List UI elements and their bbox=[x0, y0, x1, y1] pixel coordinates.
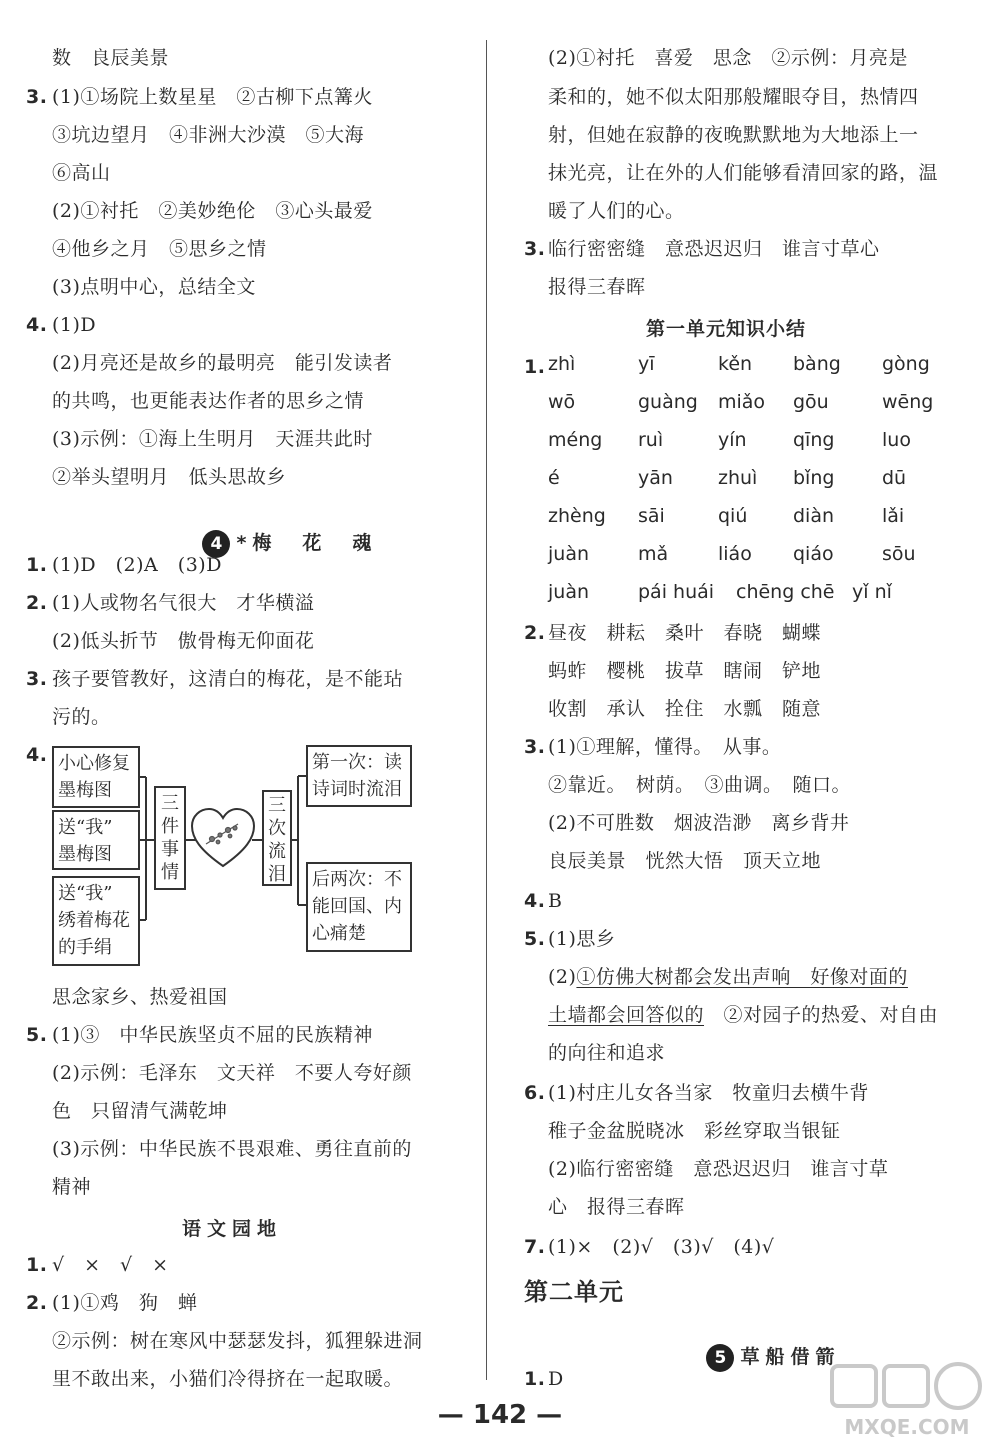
answer-line: 蚂蚱 樱桃 拔草 瞎闹 铲地 bbox=[548, 660, 822, 682]
pinyin-cell: diàn bbox=[793, 505, 835, 527]
answer-line: (1)× (2)√ (3)√ (4)√ bbox=[548, 1236, 775, 1258]
answer-line: ③坑边望月 ④非洲大沙漠 ⑤大海 bbox=[52, 124, 365, 146]
answer-line: 精神 bbox=[52, 1176, 92, 1198]
answer-line: (2)低头折节 傲骨梅无仰面花 bbox=[52, 630, 315, 652]
answer-line: 污的。 bbox=[52, 706, 111, 728]
tear-box-1: 第一次：读 诗词时流泪 bbox=[306, 745, 412, 807]
question-number: 1. bbox=[524, 356, 546, 378]
pinyin-cell: juàn bbox=[548, 543, 590, 565]
question-number: 2. bbox=[26, 592, 48, 614]
pinyin-cell: mǎ bbox=[638, 543, 669, 565]
answer-line: (1)村庄儿女各当家 牧童归去横牛背 bbox=[548, 1082, 869, 1104]
pinyin-cell: sōu bbox=[882, 543, 916, 565]
answer-line: ⑥高山 bbox=[52, 162, 111, 184]
question-number: 1. bbox=[524, 1368, 546, 1390]
question-number: 5. bbox=[524, 928, 546, 950]
question-number: 3. bbox=[524, 238, 546, 260]
pinyin-cell: yān bbox=[638, 467, 673, 489]
question-number: 1. bbox=[26, 554, 48, 576]
pinyin-cell: yī bbox=[638, 353, 655, 375]
answer-line: ②示例：树在寒风中瑟瑟发抖，狐狸躲进洞 bbox=[52, 1330, 423, 1352]
answer-line: 孩子要管教好，这清白的梅花，是不能玷 bbox=[52, 668, 404, 690]
answer-line: (1)人或物名气很大 才华横溢 bbox=[52, 592, 315, 614]
underlined-answer: 土墙都会回答似的 bbox=[548, 1004, 705, 1026]
answer-line: (2)①衬托 ②美妙绝伦 ③心头最爱 bbox=[52, 200, 373, 222]
watermark-logo-icon bbox=[822, 1360, 992, 1440]
pinyin-cell: luo bbox=[882, 429, 911, 451]
answer-line: ②靠近。 树荫。 ③曲调。 随口。 bbox=[548, 774, 852, 796]
question-number: 6. bbox=[524, 1082, 546, 1104]
answer-line: (1)思乡 bbox=[548, 928, 616, 950]
three-events-label: 三件事情 bbox=[154, 786, 186, 890]
answer-line: 的向往和追求 bbox=[548, 1042, 666, 1064]
answer-line: 昼夜 耕耘 桑叶 春晓 蝴蝶 bbox=[548, 622, 822, 644]
question-number: 4. bbox=[524, 890, 546, 912]
pinyin-cell: wō bbox=[548, 391, 576, 413]
answer-line: (1)③ 中华民族坚贞不屈的民族精神 bbox=[52, 1024, 373, 1046]
answer-line: 报得三春晖 bbox=[548, 276, 646, 298]
answer-line: 心 报得三春晖 bbox=[548, 1196, 685, 1218]
answer-line: (2)不可胜数 烟波浩渺 离乡背井 bbox=[548, 812, 850, 834]
pinyin-cell: yǐ nǐ bbox=[852, 581, 892, 603]
lesson-heading bbox=[656, 1320, 840, 1394]
answer-line: √ × √ × bbox=[52, 1254, 169, 1276]
answer-line: 思念家乡、热爱祖国 bbox=[52, 986, 228, 1008]
answer-line: B bbox=[548, 890, 563, 912]
pinyin-cell: zhèng bbox=[548, 505, 606, 527]
pinyin-cell: chēng chē bbox=[736, 581, 835, 603]
pinyin-cell: zhì bbox=[548, 353, 576, 375]
pinyin-cell: zhuì bbox=[718, 467, 758, 489]
pinyin-cell: qiáo bbox=[793, 543, 834, 565]
answer-line: 抹光亮，让在外的人们能够看清回家的路，温 bbox=[548, 162, 939, 184]
answer-line: 的共鸣，也更能表达作者的思乡之情 bbox=[52, 390, 365, 412]
question-number: 4. bbox=[26, 314, 48, 336]
answer-line: (3)示例：①海上生明月 天涯共此时 bbox=[52, 428, 373, 450]
pinyin-cell: bàng bbox=[793, 353, 841, 375]
answer-line: (1)①场院上数星星 ②古柳下点篝火 bbox=[52, 86, 373, 108]
pinyin-cell: lǎi bbox=[882, 505, 905, 527]
watermark-text: MXQE.COM bbox=[844, 1415, 970, 1439]
pinyin-cell: gòng bbox=[882, 353, 930, 375]
answer-line bbox=[548, 964, 908, 990]
event-box-3: 送“我” 绣着梅花 的手绢 bbox=[52, 876, 140, 966]
answer-line: (2)月亮还是故乡的最明亮 能引发读者 bbox=[52, 352, 393, 374]
section-heading: 语文园地 bbox=[182, 1218, 283, 1240]
lesson-title: *梅 花 魂 bbox=[236, 532, 378, 554]
tear-box-2: 后两次：不 能回国、内 心痛楚 bbox=[306, 862, 412, 952]
pinyin-cell: méng bbox=[548, 429, 603, 451]
underlined-answer: ①仿佛大树都会发出声响 好像对面的 bbox=[576, 966, 908, 988]
pinyin-cell: bǐng bbox=[793, 467, 835, 489]
answer-line: (3)点明中心，总结全文 bbox=[52, 276, 256, 298]
answer-line: ④他乡之月 ⑤思乡之情 bbox=[52, 238, 267, 260]
answer-line: (1)D (2)A (3)D bbox=[52, 554, 222, 576]
pinyin-cell: dū bbox=[882, 467, 907, 489]
question-number: 3. bbox=[524, 736, 546, 758]
answer-line: (2)临行密密缝 意恐迟迟归 谁言寸草 bbox=[548, 1158, 889, 1180]
answer-line: (2)示例：毛泽东 文天祥 不要人夸好颜 bbox=[52, 1062, 412, 1084]
pinyin-cell: yín bbox=[718, 429, 747, 451]
answer-line: 良辰美景 恍然大悟 顶天立地 bbox=[548, 850, 822, 872]
answer-line: 临行密密缝 意恐迟迟归 谁言寸草心 bbox=[548, 238, 880, 260]
pinyin-cell: qiú bbox=[718, 505, 748, 527]
question-number: 3. bbox=[26, 86, 48, 108]
answer-line: 数 良辰美景 bbox=[52, 47, 170, 69]
pinyin-cell: sāi bbox=[638, 505, 665, 527]
pinyin-cell: é bbox=[548, 467, 560, 489]
answer-line: (1)①理解，懂得。 从事。 bbox=[548, 736, 782, 758]
answer-line: 暖了人们的心。 bbox=[548, 200, 685, 222]
answer-suffix: ②对园子的热爱、对自由 bbox=[704, 1004, 939, 1026]
question-number: 5. bbox=[26, 1024, 48, 1046]
answer-line: (2)①衬托 喜爱 思念 ②示例：月亮是 bbox=[548, 47, 908, 69]
unit-title: 第二单元 bbox=[524, 1278, 624, 1306]
question-number: 7. bbox=[524, 1236, 546, 1258]
three-tears-label: 三次流泪 bbox=[262, 790, 292, 886]
question-number: 1. bbox=[26, 1254, 48, 1276]
heart-icon bbox=[190, 806, 256, 870]
pinyin-cell: wēng bbox=[882, 391, 934, 413]
lesson-number-badge: 5 bbox=[706, 1344, 734, 1372]
answer-line: ②举头望明月 低头思故乡 bbox=[52, 466, 287, 488]
column-divider bbox=[486, 40, 487, 1380]
answer-line: 稚子金盆脱晓冰 彩丝穿取当银钲 bbox=[548, 1120, 841, 1142]
question-number: 2. bbox=[524, 622, 546, 644]
answer-line: 色 只留清气满乾坤 bbox=[52, 1100, 228, 1122]
lesson-number-badge: 4 bbox=[202, 530, 230, 558]
answer-line: D bbox=[548, 1368, 564, 1390]
answer-line: (3)示例：中华民族不畏艰难、勇往直前的 bbox=[52, 1138, 412, 1160]
pinyin-cell: liáo bbox=[718, 543, 752, 565]
answer-line: 里不敢出来，小猫们冷得挤在一起取暖。 bbox=[52, 1368, 404, 1390]
page-number: — 142 — bbox=[437, 1400, 563, 1430]
question-number: 2. bbox=[26, 1292, 48, 1314]
question-number: 3. bbox=[26, 668, 48, 690]
event-box-2: 送“我” 墨梅图 bbox=[52, 810, 140, 870]
section-heading: 第一单元知识小结 bbox=[646, 318, 807, 340]
answer-line: 柔和的，她不似太阳那般耀眼夺目，热情四 bbox=[548, 86, 919, 108]
pinyin-cell: ruì bbox=[638, 429, 664, 451]
lesson-title: 草船借箭 bbox=[740, 1346, 841, 1368]
answer-line bbox=[548, 1002, 938, 1028]
answer-line: 射，但她在寂静的夜晚默默地为大地添上一 bbox=[548, 124, 919, 146]
answer-line: 收割 承认 拴住 水瓢 随意 bbox=[548, 698, 822, 720]
question-number: 4. bbox=[26, 744, 48, 766]
pinyin-cell: juàn bbox=[548, 581, 590, 603]
answer-line: (1)D bbox=[52, 314, 97, 336]
pinyin-cell: miǎo bbox=[718, 391, 766, 413]
event-box-1: 小心修复 墨梅图 bbox=[52, 746, 140, 808]
pinyin-cell: pái huái bbox=[638, 581, 715, 603]
pinyin-cell: qīng bbox=[793, 429, 835, 451]
pinyin-cell: gōu bbox=[793, 391, 829, 413]
answer-prefix: (2) bbox=[548, 966, 577, 988]
pinyin-cell: kěn bbox=[718, 353, 753, 375]
answer-line: (1)①鸡 狗 蝉 bbox=[52, 1292, 198, 1314]
pinyin-cell: guàng bbox=[638, 391, 698, 413]
